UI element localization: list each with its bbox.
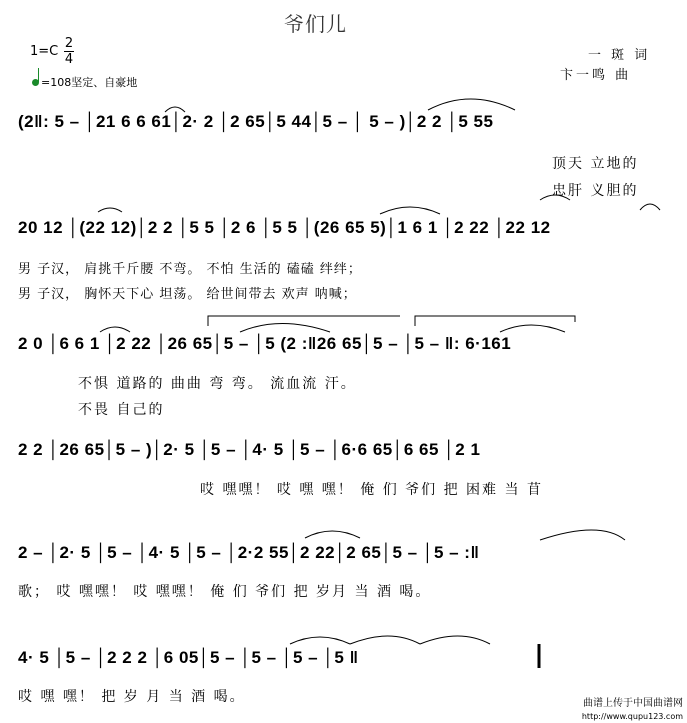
time-signature-top: 2 bbox=[64, 36, 74, 51]
watermark-line-1: 曲谱上传于中国曲谱网 bbox=[583, 698, 683, 709]
time-signature-bottom: 4 bbox=[64, 52, 74, 67]
music-row-3: 2 0 │6 6 1 │2 22 │26 65│5 – │5 (2 :‖26 65│5 – │5 – ‖: 6·161 bbox=[18, 334, 512, 353]
music-row-2: 20 12 │(22 12)│2 2 │5 5 │2 6 │5 5 │(26 65 5)│1 6 1 │2 22 │22 12 bbox=[18, 218, 551, 237]
page-title: 爷们儿 bbox=[284, 12, 347, 36]
slur bbox=[420, 636, 490, 644]
slur bbox=[540, 530, 625, 540]
lyric-row-1-verse-2: 忠肝 义胆的 bbox=[552, 183, 639, 199]
volta-bracket-2 bbox=[415, 316, 575, 326]
slur bbox=[290, 637, 350, 644]
slur bbox=[165, 107, 185, 112]
slur bbox=[540, 195, 570, 200]
slur bbox=[305, 531, 360, 538]
slur bbox=[240, 324, 330, 333]
slur bbox=[380, 207, 440, 214]
lyric-row-2-verse-1: 男 子汉， 肩挑千斤腰 不弯。 不怕 生活的 磕磕 绊绊； bbox=[18, 262, 362, 277]
slur bbox=[640, 204, 660, 210]
lyric-row-5: 歌； 哎 嘿嘿！ 哎 嘿嘿！ 俺 们 爷们 把 岁月 当 酒 喝。 bbox=[18, 584, 432, 600]
lyric-row-6: 哎 嘿 嘿！ 把 岁 月 当 酒 喝。 bbox=[18, 689, 246, 705]
music-row-6: 4· 5 │5 – │2 2 2 │6 05│5 – │5 – │5 – │5 ‖ bbox=[18, 648, 359, 667]
music-row-5: 2 – │2· 5 │5 – │4· 5 │5 – │2·2 55│2 22│2 65│5 – │5 – :‖ bbox=[18, 543, 480, 562]
slur bbox=[100, 327, 130, 332]
tempo-text: =108坚定、自豪地 bbox=[41, 76, 138, 89]
music-row-1: (2‖: 5 – │21 6 6 61│2· 2 │2 65│5 44│5 – │ 5 – )│2 2 │5 55 bbox=[18, 112, 494, 131]
music-row-4: 2 2 │26 65│5 – )│2· 5 │5 – │4· 5 │5 – │6·6 65│6 65 │2 1 bbox=[18, 440, 481, 459]
slur bbox=[350, 636, 420, 644]
lyric-row-4: 哎 嘿嘿！ 哎 嘿 嘿！ 俺 们 爷们 把 困难 当 苜 bbox=[200, 482, 543, 498]
composer-credit: 卞一鸣 曲 bbox=[560, 68, 632, 83]
lyric-row-1-verse-1: 顶天 立地的 bbox=[552, 156, 639, 172]
slur bbox=[428, 99, 515, 110]
key-signature: 1=C bbox=[30, 44, 59, 59]
watermark-line-2: http://www.qupu123.com bbox=[581, 712, 683, 721]
lyric-row-3-verse-2: 不畏 自己的 bbox=[78, 402, 165, 418]
slur bbox=[500, 325, 565, 332]
volta-bracket-1 bbox=[208, 316, 400, 326]
slur bbox=[98, 208, 122, 212]
lyric-row-3-verse-1: 不惧 道路的 曲曲 弯 弯。 流血流 汗。 bbox=[78, 376, 357, 392]
lyricist-credit: 一 斑 词 bbox=[588, 48, 651, 63]
lyric-row-2-verse-2: 男 子汉， 胸怀天下心 坦荡。 给世间带去 欢声 呐喊； bbox=[18, 287, 357, 302]
